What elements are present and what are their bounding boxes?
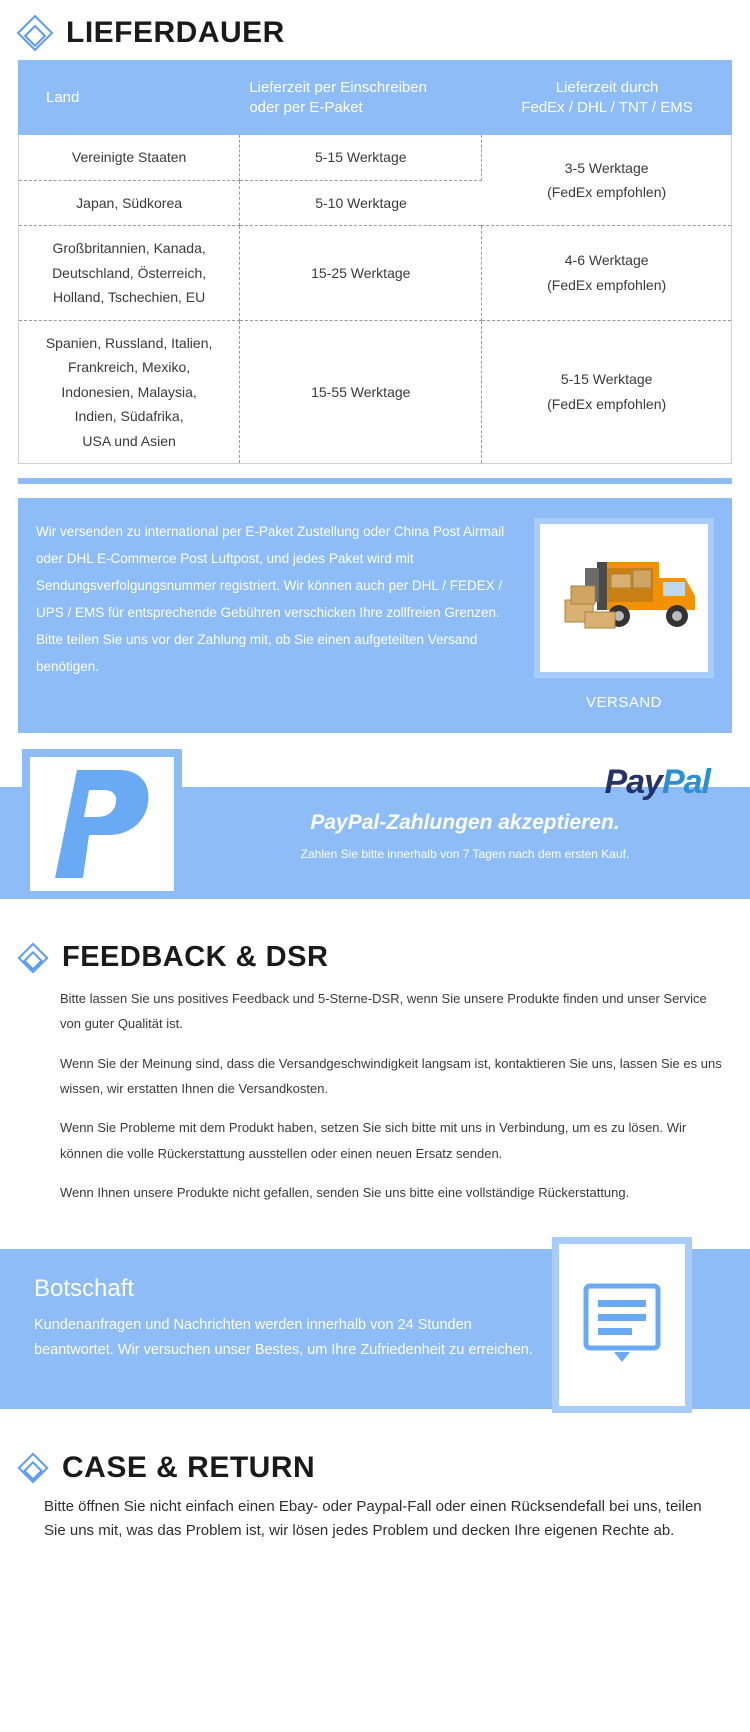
cell-express: 3-5 Werktage (FedEx empfohlen) bbox=[482, 135, 731, 226]
table-row bbox=[19, 135, 731, 180]
delivery-table-body bbox=[19, 135, 731, 463]
shipping-block bbox=[18, 498, 732, 733]
divider bbox=[18, 478, 732, 484]
shipping-caption: VERSAND bbox=[585, 694, 663, 711]
delivery-table-wrap bbox=[0, 60, 750, 484]
cell-country: Großbritannien, Kanada, Deutschland, Österreich, Holland, Tschechien, EU bbox=[19, 226, 240, 321]
cell-country: Spanien, Russland, Italien, Frankreich, Mexiko, Indonesien, Malaysia, Indien, Südafrika, USA und Asien bbox=[19, 320, 240, 463]
table-row bbox=[19, 320, 731, 463]
delivery-table bbox=[18, 60, 732, 135]
cell-country: Vereinigte Staaten bbox=[19, 135, 240, 180]
section-header-case bbox=[0, 1435, 750, 1495]
shipping-art bbox=[534, 518, 714, 711]
cell-express: 4-6 Werktage (FedEx empfohlen) bbox=[482, 226, 731, 321]
column-header-country: Land bbox=[18, 60, 239, 135]
feedback-body bbox=[0, 984, 750, 1239]
message-document-icon bbox=[572, 1270, 672, 1380]
feedback-paragraph: Bitte lassen Sie uns positives Feedback und 5-Sterne-DSR, wenn Sie unsere Produkte finden und unser Service von guter Qualität ist. bbox=[60, 991, 707, 1032]
section-header-feedback bbox=[0, 925, 750, 984]
cell-registered: 15-25 Werktage bbox=[240, 226, 482, 321]
paypal-message bbox=[200, 811, 730, 861]
case-text: Bitte öffnen Sie nicht einfach einen Ebay- oder Paypal-Fall oder einen Rücksendefall bei uns, teilen Sie uns mit, was das Problem ist, wir lösen jedes Problem und decken Ihre eigenen Rechte ab. bbox=[44, 1498, 702, 1539]
paypal-logo-box bbox=[22, 749, 182, 899]
message-block bbox=[0, 1249, 750, 1409]
column-header-registered: Lieferzeit per Einschreiben oder per E-Paket bbox=[239, 60, 482, 135]
table-body-outline bbox=[18, 135, 732, 464]
paypal-wordmark-pal: Pal bbox=[661, 763, 710, 801]
paypal-wordmark bbox=[604, 763, 710, 802]
paypal-headline: PayPal-Zahlungen akzeptieren. bbox=[310, 811, 620, 834]
cell-registered: 5-15 Werktage bbox=[240, 135, 482, 180]
paypal-wordmark-pay: Pay bbox=[604, 763, 662, 801]
table-header bbox=[18, 60, 732, 135]
shipping-text: Wir versenden zu international per E-Paket Zustellung oder China Post Airmail oder DHL E-Commerce Post Luftpost, und jedes Paket wird mit Sendungsverfolgungsnummer registriert. Wir können auch per DHL / FEDEX / UPS / EMS für entsprechende Gebühren verschicken Ihre zollfreien Grenzen. Bitte teilen Sie uns vor der Zahlung mit, ob Sie einen aufgeteilten Versand benötigen. bbox=[36, 524, 505, 674]
delivery-van-icon bbox=[549, 538, 699, 658]
diamond-icon bbox=[17, 15, 54, 52]
page-title: LIEFERDAUER bbox=[66, 16, 285, 49]
feedback-paragraph: Wenn Sie der Meinung sind, dass die Versandgeschwindigkeit langsam ist, kontaktieren Sie uns, lassen Sie es uns wissen, wir erstatten Ihnen die Versandkosten. bbox=[60, 1055, 722, 1097]
message-text: Kundenanfragen und Nachrichten werden innerhalb von 24 Stunden beantwortet. Wir versuchen unser Bestes, um Ihre Zufriedenheit zu erreichen. bbox=[34, 1317, 533, 1359]
message-icon-frame bbox=[552, 1237, 692, 1413]
paypal-block bbox=[0, 749, 750, 899]
cell-registered: 15-55 Werktage bbox=[240, 320, 482, 463]
paypal-p-icon bbox=[47, 764, 157, 884]
cell-express: 5-15 Werktage (FedEx empfohlen) bbox=[547, 371, 667, 412]
message-heading: Botschaft bbox=[34, 1275, 135, 1303]
feedback-paragraph: Wenn Ihnen unsere Produkte nicht gefallen, senden Sie uns bitte eine vollständige Rückerstattung. bbox=[60, 1185, 630, 1201]
diamond-icon bbox=[17, 942, 48, 973]
shipping-image-frame bbox=[534, 518, 714, 678]
table-row bbox=[19, 226, 731, 321]
feedback-title: FEEDBACK & DSR bbox=[62, 941, 329, 973]
case-title: CASE & RETURN bbox=[62, 1451, 316, 1485]
diamond-icon bbox=[17, 1453, 48, 1484]
cell-country: Japan, Südkorea bbox=[19, 180, 240, 226]
section-header-delivery bbox=[0, 0, 750, 60]
column-header-express: Lieferzeit durch FedEx / DHL / TNT / EMS bbox=[482, 60, 732, 135]
case-body bbox=[0, 1495, 750, 1566]
cell-registered: 5-10 Werktage bbox=[240, 180, 482, 226]
paypal-subline: Zahlen Sie bitte innerhalb von 7 Tagen nach dem ersten Kauf. bbox=[300, 847, 630, 861]
feedback-paragraph: Wenn Sie Probleme mit dem Produkt haben, setzen Sie sich bitte mit uns in Verbindung, um es zu lösen. Wir können die volle Rückerstattung ausstellen oder einen neuen Ersatz senden. bbox=[60, 1120, 687, 1161]
